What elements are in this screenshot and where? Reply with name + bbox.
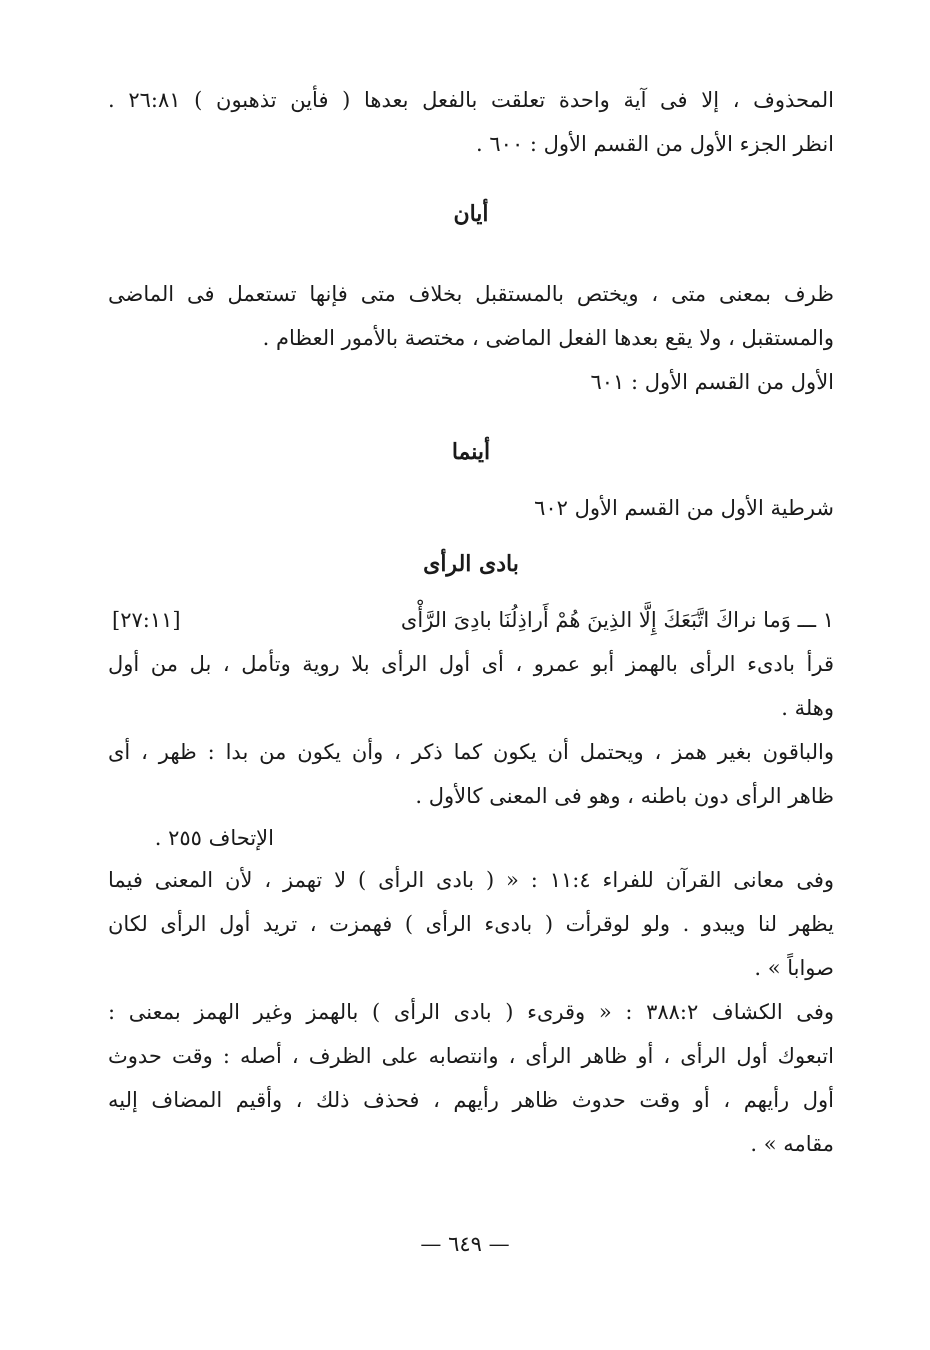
badi-para1-line-2: وهلة . (781, 696, 834, 720)
verse-line (108, 598, 834, 642)
verse-reference: [٢٧:١١] (112, 608, 181, 632)
badi-para4-line-1: وفى الكشاف ٣٨٨:٢ : « وقرىء ( بادى الرأى ) بالهمز وغير الهمز بمعنى : (108, 1000, 834, 1024)
source-citation: الإتحاف ٢٥٥ . (154, 826, 274, 850)
badi-para3-line-3: صواباً » . (754, 956, 834, 980)
section-title-ayyan: أيان (453, 201, 489, 227)
badi-para3-line-1: وفى معانى القرآن للفراء ١١:٤ : « ( بادى الرأى ) لا تهمز ، لأن المعنى فيما (108, 868, 834, 892)
badi-para2-line-1: والباقون بغير همز ، ويحتمل أن يكون كما ذكر ، وأن يكون من بدا : ظهر ، أى (108, 740, 834, 764)
intro-line-1: المحذوف ، إلا فى آية واحدة تعلقت بالفعل بعدها ( فأين تذهبون ) ٢٦:٨١ . (108, 88, 834, 112)
badi-para4-line-4: مقامه » . (750, 1132, 834, 1156)
ayyan-line-2: والمستقبل ، ولا يقع بعدها الفعل الماضى ، مختصة بالأمور العظام . (262, 326, 834, 350)
document-page (108, 78, 834, 1166)
ayyan-line-3: الأول من القسم الأول : ٦٠١ (590, 370, 834, 394)
verse-text: ١ ـــ وَما نراكَ اتَّبَعَكَ إِلَّا الذِينَ هُمْ أَراذِلُنَا بادِىَ الرَّأْى (400, 608, 834, 632)
badi-para4-line-2: اتبعوك أول الرأى ، أو ظاهر الرأى ، وانتصابه على الظرف ، أصله : وقت حدوث (108, 1044, 834, 1068)
badi-para4-line-3: أول رأيهم ، أو وقت حدوث ظاهر رأيهم ، فحذف ذلك ، وأقيم المضاف إليه (108, 1088, 834, 1112)
ayyan-line-1: ظرف بمعنى متى ، ويختص بالمستقبل بخلاف متى فإنها تستعمل فى الماضى (108, 282, 834, 306)
section-title-badi-alray: بادى الرأى (423, 551, 519, 577)
intro-line-2: انظر الجزء الأول من القسم الأول : ٦٠٠ . (476, 132, 834, 156)
badi-para1-line-1: قرأ بادىء الرأى بالهمز أبو عمرو ، أى أول الرأى بلا روية وتأمل ، بل من أول (108, 652, 834, 676)
badi-para3-line-2: يظهر لنا ويبدو . ولو لوقرأت ( بادىء الرأى ) فهمزت ، تريد أول الرأى لكان (108, 912, 834, 936)
aynama-line-1: شرطية الأول من القسم الأول ٦٠٢ (534, 496, 834, 520)
section-title-aynama: أينما (451, 439, 491, 465)
page-number: — ٦٤٩ — (420, 1232, 510, 1256)
badi-para2-line-2: ظاهر الرأى دون باطنه ، وهو فى المعنى كالأول . (415, 784, 834, 808)
